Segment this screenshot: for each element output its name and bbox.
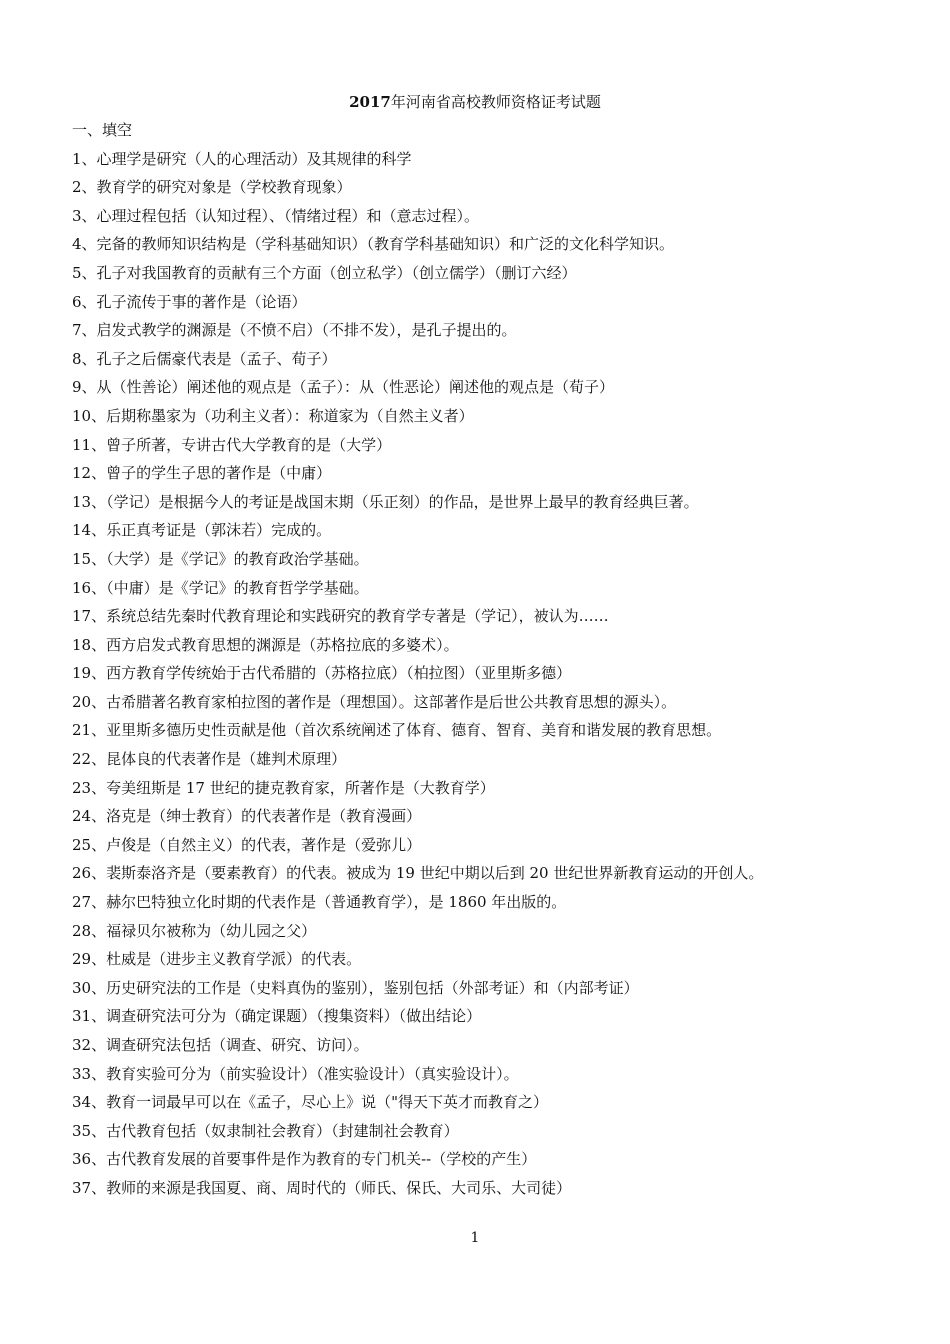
title-text: 年河南省高校教师资格证考试题 [390, 93, 601, 111]
list-item: 36、古代教育发展的首要事件是作为教育的专门机关--（学校的产生） [72, 1150, 537, 1169]
list-item: 31、调查研究法可分为（确定课题）（搜集资料）（做出结论） [72, 1007, 482, 1026]
list-item: 5、孔子对我国教育的贡献有三个方面（创立私学）（创立儒学）（删订六经） [72, 263, 577, 282]
list-item: 16、（中庸）是《学记》的教育哲学学基础。 [72, 578, 369, 597]
list-item: 17、系统总结先秦时代教育理论和实践研究的教育学专著是（学记），被认为…… [72, 607, 609, 626]
list-item: 32、调查研究法包括（调查、研究、访问）。 [72, 1036, 369, 1054]
list-item: 6、孔子流传于事的著作是（论语） [72, 292, 307, 311]
list-item: 1、心理学是研究（人的心理活动）及其规律的科学 [72, 149, 412, 168]
list-item: 14、乐正真考证是（郭沫若）完成的。 [72, 521, 332, 540]
page-number: 1 [470, 1230, 480, 1246]
list-item: 26、裴斯泰洛齐是（要素教育）的代表。被成为 19 世纪中期以后到 20 世纪世界新教育运动的开创人。 [72, 864, 764, 883]
list-item: 11、曾子所著，专讲古代大学教育的是（大学） [72, 435, 392, 454]
list-item: 27、赫尔巴特独立化时期的代表作是（普通教育学），是 1860 年出版的。 [72, 893, 567, 912]
list-item: 9、从（性善论）阐述他的观点是（孟子）：从（性恶论）阐述他的观点是（荀子） [72, 378, 615, 397]
list-item: 3、心理过程包括（认知过程）、（情绪过程）和（意志过程）。 [72, 206, 480, 225]
fill-in-list [72, 149, 872, 1207]
list-item: 4、完备的教师知识结构是（学科基础知识）（教育学科基础知识）和广泛的文化科学知识。 [72, 235, 675, 254]
title-year: 2017 [349, 93, 391, 111]
list-item: 30、历史研究法的工作是（史料真伪的鉴别），鉴别包括（外部考证）和（内部考证） [72, 978, 639, 997]
list-item: 18、西方启发式教育思想的渊源是（苏格拉底的多婆术）。 [72, 635, 459, 654]
section-heading: 一、填空 [72, 121, 133, 139]
list-item: 34、教育一词最早可以在《孟子，尽心上》说（"得天下英才而教育之） [72, 1093, 548, 1112]
list-item: 8、孔子之后儒豪代表是（孟子、荀子） [72, 349, 337, 368]
list-item: 23、夸美纽斯是 17 世纪的捷克教育家，所著作是（大教育学） [72, 778, 495, 797]
list-item: 33、教育实验可分为（前实验设计）（准实验设计）（真实验设计）。 [72, 1064, 519, 1083]
list-item: 37、教师的来源是我国夏、商、周时代的（师氏、保氏、大司乐、大司徒） [72, 1178, 572, 1197]
list-item: 20、古希腊著名教育家柏拉图的著作是（理想国）。这部著作是后世公共教育思想的源头）。 [72, 692, 677, 711]
list-item: 24、洛克是（绅士教育）的代表著作是（教育漫画） [72, 807, 422, 826]
list-item: 7、启发式教学的渊源是（不愤不启）（不排不发），是孔子提出的。 [72, 321, 517, 340]
list-item: 15、（大学）是《学记》的教育政治学基础。 [72, 549, 369, 568]
list-item: 19、西方教育学传统始于古代希腊的（苏格拉底）（柏拉图）（亚里斯多德） [72, 664, 572, 683]
list-item: 29、杜威是（进步主义教育学派）的代表。 [72, 950, 362, 969]
list-item: 12、曾子的学生子思的著作是（中庸） [72, 464, 332, 483]
list-item: 22、昆体良的代表著作是（雄判术原理） [72, 750, 347, 769]
list-item: 2、教育学的研究对象是（学校教育现象） [72, 178, 352, 197]
list-item: 25、卢俊是（自然主义）的代表，著作是（爱弥儿） [72, 835, 422, 854]
list-item: 28、福禄贝尔被称为（幼儿园之父） [72, 921, 317, 940]
list-item: 13、（学记）是根据今人的考证是战国末期（乐正刻）的作品，是世界上最早的教育经典巨著。 [72, 492, 699, 511]
list-item: 10、后期称墨家为（功利主义者）：称道家为（自然主义者） [72, 406, 474, 425]
document-title [0, 92, 950, 112]
list-item: 35、古代教育包括（奴隶制社会教育）（封建制社会教育） [72, 1121, 459, 1140]
list-item: 21、亚里斯多德历史性贡献是他（首次系统阐述了体育、德育、智育、美育和谐发展的教育思想。 [72, 721, 722, 740]
